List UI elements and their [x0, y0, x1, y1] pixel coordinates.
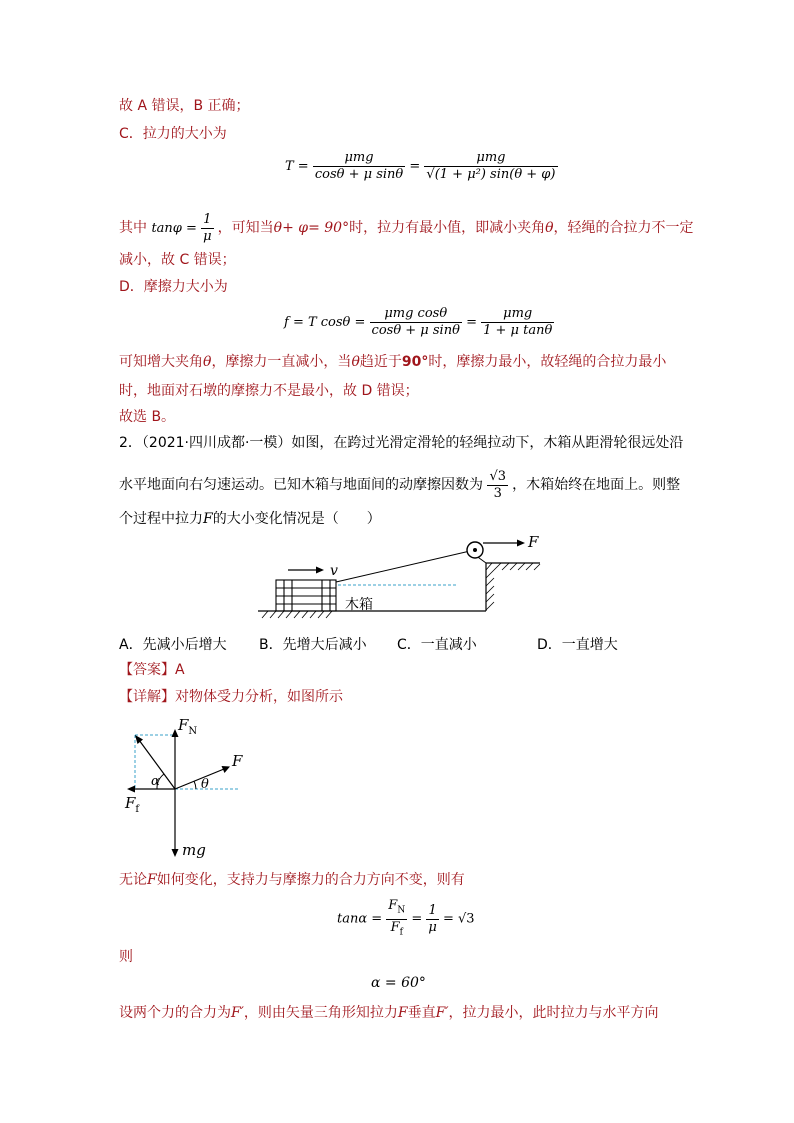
- equation-tan-phi: tanφ = $\frac{1}{\mu}$: [151, 212, 212, 244]
- normal-force-label: $F_N$: [178, 716, 198, 737]
- force-label: F: [528, 533, 539, 551]
- text-line-then: 则: [119, 949, 133, 965]
- wooden-box: [276, 580, 336, 611]
- text-line-tan-phi: 其中 tanφ = $\frac{1}{\mu}$ ，可知当θ+ φ= 90°时，拉力有最小值，即减小夹角θ，轻绳的合拉力不一定: [119, 212, 694, 244]
- text-line-conclusion-c: 减小，故 C 错误；: [119, 252, 236, 268]
- question-2-line-3: 个过程中拉力F的大小变化情况是（ ）: [119, 511, 381, 527]
- equation-alpha-60: α = 60°: [371, 975, 426, 991]
- option-c[interactable]: C．一直减小: [397, 637, 477, 653]
- equation-tension: T = $\frac{\text{μmg}}{\text{cosθ + μ sinθ}}$ = $\frac{\text{μmg}}{\text{√(1 + μ²) sin(θ + φ)}}$: [285, 150, 556, 182]
- friction-force-label: $F_f$: [125, 794, 140, 815]
- option-d[interactable]: D．一直增大: [537, 637, 618, 653]
- box-label: 木箱: [345, 597, 373, 613]
- option-b[interactable]: B．先增大后减小: [259, 637, 367, 653]
- theta-label: θ: [201, 777, 209, 792]
- pulling-force-arrow: [175, 769, 224, 789]
- alpha-label: α: [151, 774, 160, 789]
- equation-tan-alpha: tanα = $\frac{F_N}{F_f}$ = $\frac{1}{\mu}$ = √3: [337, 898, 475, 938]
- question-2-line-2: 水平地面向右匀速运动。已知木箱与地面间的动摩擦因数为 $\frac{√3}{3}$ ，木箱始终在地面上。则整: [119, 469, 681, 501]
- text-line-d-heading: D．摩擦力大小为: [119, 279, 228, 295]
- gravity-label: mg: [182, 841, 206, 859]
- detail-line: 【详解】对物体受力分析，如图所示: [119, 689, 343, 705]
- figure-box-pulley: [250, 530, 550, 622]
- pulley-icon: [467, 542, 483, 558]
- text-line-conclusion-ab: 故 A 错误，B 正确；: [119, 98, 250, 114]
- answer-line: 【答案】A: [119, 662, 185, 678]
- text-line-vector-triangle: 设两个力的合力为F′，则由矢量三角形知拉力F垂直F′，拉力最小，此时拉力与水平方向: [119, 1005, 659, 1021]
- equation-friction: f = T cosθ = $\frac{\text{μmg cosθ}}{\text{cosθ + μ sinθ}}$ = $\frac{\text{μmg}}{\text{1 + μ tanθ}}$: [284, 306, 553, 338]
- question-2-line-1: 2．（2021·四川成都·一模）如图，在跨过光滑定滑轮的轻绳拉动下，木箱从距滑轮很远处沿: [119, 435, 684, 451]
- option-a[interactable]: A．先减小后增大: [119, 637, 227, 653]
- text-line-resultant-direction: 无论F如何变化，支持力与摩擦力的合力方向不变，则有: [119, 872, 465, 888]
- figure-force-diagram: [118, 712, 248, 862]
- text-line-d-analysis: 可知增大夹角θ，摩擦力一直减小，当θ趋近于90°时，摩擦力最小，故轻绳的合拉力最小: [119, 354, 667, 370]
- text-line-choose-b: 故选 B。: [119, 409, 176, 425]
- text-line-conclusion-d: 时，地面对石墩的摩擦力不是最小，故 D 错误；: [119, 383, 419, 399]
- text-line-c-heading: C．拉力的大小为: [119, 126, 227, 142]
- velocity-label: v: [330, 563, 338, 579]
- pulling-force-label: F: [232, 752, 243, 770]
- equation-sqrt3-over-3: $\frac{√3}{3}$: [489, 469, 507, 501]
